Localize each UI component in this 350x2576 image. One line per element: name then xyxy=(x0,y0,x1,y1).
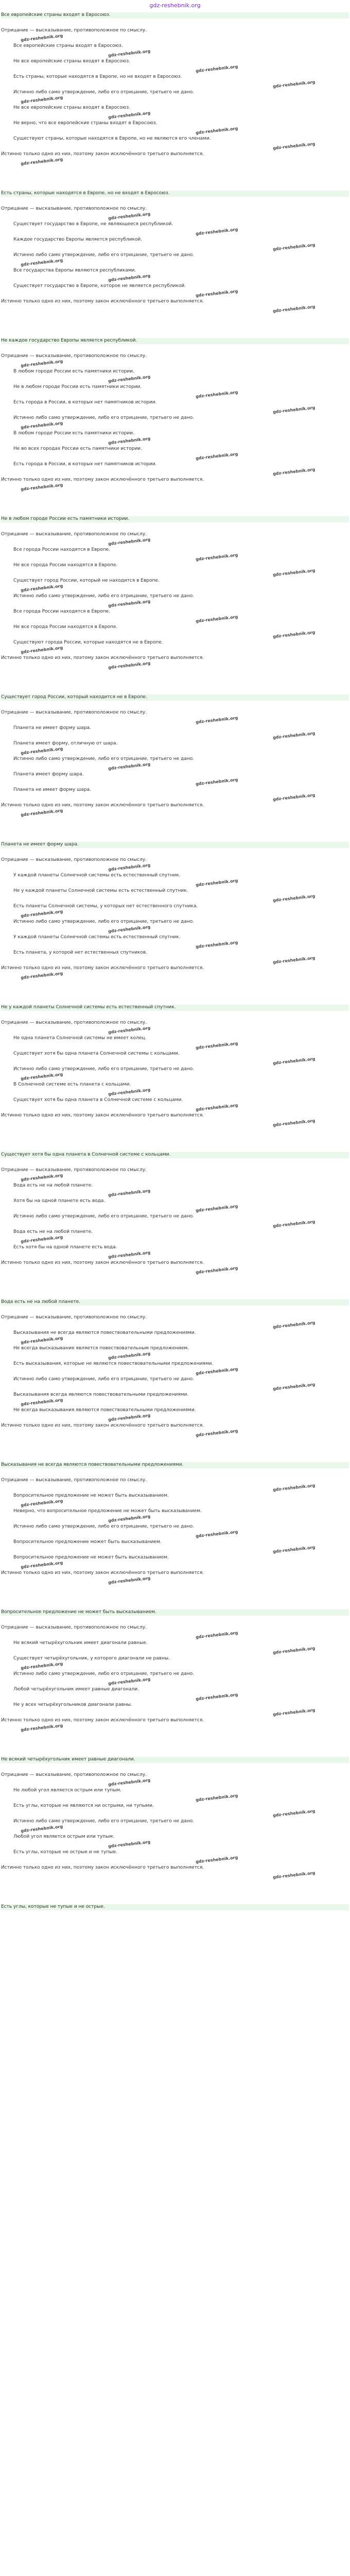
answer-line: У каждой планеты Солнечной системы есть естественный спутник. xyxy=(13,935,181,940)
watermark-text: gdz-reshebnik.org xyxy=(272,1707,316,1717)
watermark-text: gdz-reshebnik.org xyxy=(272,955,316,965)
watermark-text: gdz-reshebnik.org xyxy=(20,482,63,492)
watermark-text: gdz-reshebnik.org xyxy=(108,1777,151,1787)
watermark-text: gdz-reshebnik.org xyxy=(195,389,238,399)
answer-line: Не все города России находятся в Европе. xyxy=(13,624,118,630)
section-title: Высказывания не всегда являются повествовательными предложениями. xyxy=(1,1462,349,1468)
watermark-text: gdz-reshebnik.org xyxy=(195,1529,238,1539)
watermark-text: gdz-reshebnik.org xyxy=(108,211,151,221)
watermark-text: gdz-reshebnik.org xyxy=(272,242,316,252)
answer-line: Отрицание — высказывание, противоположное по смыслу. xyxy=(1,353,147,359)
answer-line: Истинно либо само утверждение, либо его отрицание, третьего не дано. xyxy=(13,90,195,95)
answer-line: Истинно только одно из них, поэтому закон исключённого третьего выполняется. xyxy=(1,477,204,482)
answer-line: Планета не имеет форму шара. xyxy=(13,725,91,731)
watermark-text: gdz-reshebnik.org xyxy=(272,630,316,639)
answer-line: Существует хотя бы одна планета в Солнечной системе с кольцами. xyxy=(13,1097,183,1103)
answer-line: Есть углы, которые не острые и не тупые. xyxy=(13,1850,117,1855)
watermark-text: gdz-reshebnik.org xyxy=(108,1250,151,1260)
answer-line: Не одна планета Солнечной системы не имеет колец. xyxy=(13,1036,147,1041)
watermark-text: gdz-reshebnik.org xyxy=(108,1514,151,1523)
watermark-text: gdz-reshebnik.org xyxy=(195,940,238,950)
section-title: Не в любом городе России есть памятники истории. xyxy=(1,516,349,522)
watermark-text: gdz-reshebnik.org xyxy=(195,1630,238,1640)
watermark-text: gdz-reshebnik.org xyxy=(108,862,151,872)
watermark-text: gdz-reshebnik.org xyxy=(195,1428,238,1438)
section-title: Не у каждой планеты Солнечной системы есть естественный спутник. xyxy=(1,1005,349,1011)
watermark-text: gdz-reshebnik.org xyxy=(195,614,238,624)
watermark-text: gdz-reshebnik.org xyxy=(195,552,238,562)
answer-line: Не у каждой планеты Солнечной системы есть естественный спутник. xyxy=(13,888,188,893)
watermark-text: gdz-reshebnik.org xyxy=(20,33,63,43)
answer-line: Истинно либо само утверждение, либо его отрицание, третьего не дано. xyxy=(13,594,195,599)
watermark-text: gdz-reshebnik.org xyxy=(20,1335,63,1345)
answer-line: Все города России находятся в Европе. xyxy=(13,609,110,614)
answer-line: Истинно только одно из них, поэтому закон исключённого третьего выполняется. xyxy=(1,1718,204,1723)
section-title: Существует город России, который находится не в Европе. xyxy=(1,694,349,701)
watermark-text: gdz-reshebnik.org xyxy=(108,110,151,120)
watermark-text: gdz-reshebnik.org xyxy=(272,1219,316,1229)
watermark-text: gdz-reshebnik.org xyxy=(195,1103,238,1112)
answer-line: Вода есть не на любой планете. xyxy=(13,1229,93,1234)
answer-line: Истинно либо само утверждение, либо его отрицание, третьего не дано. xyxy=(13,1671,195,1676)
watermark-text: gdz-reshebnik.org xyxy=(20,359,63,368)
watermark-text: gdz-reshebnik.org xyxy=(272,304,316,314)
answer-line: Не в любом городе России есть памятники истории. xyxy=(13,384,142,389)
watermark-text: gdz-reshebnik.org xyxy=(195,451,238,461)
answer-line: В любом городе России есть памятники истории. xyxy=(13,369,134,374)
answer-line: Вопросительное предложение не может быть высказыванием. xyxy=(13,1493,169,1498)
answer-line: Высказывания всегда являются повествовательными предложениями. xyxy=(13,1392,189,1397)
answer-line: Истинно только одно из них, поэтому закон исключённого третьего выполняется. xyxy=(1,151,204,157)
section-title: Планета не имеет форму шара. xyxy=(1,842,349,848)
watermark-text: gdz-reshebnik.org xyxy=(20,258,63,267)
watermark-text: gdz-reshebnik.org xyxy=(272,792,316,802)
answer-line: Любой четырёхугольник имеет равные диагонали. xyxy=(13,1687,139,1692)
answer-line: Отрицание — высказывание, противоположное по смыслу. xyxy=(1,28,147,33)
answer-line: Существует город России, который не находится в Европе. xyxy=(13,578,160,583)
watermark-text: gdz-reshebnik.org xyxy=(108,436,151,446)
answer-line: Истинно только одно из них, поэтому закон исключённого третьего выполняется. xyxy=(1,803,204,808)
answer-line: Отрицание — высказывание, противоположное по смыслу. xyxy=(1,1772,147,1777)
watermark-text: gdz-reshebnik.org xyxy=(108,273,151,283)
watermark-text: gdz-reshebnik.org xyxy=(108,599,151,608)
watermark-text: gdz-reshebnik.org xyxy=(20,1173,63,1182)
answer-line: В любом городе России есть памятники истории. xyxy=(13,431,134,436)
answer-line: Есть города в России, в которых нет памятников истории. xyxy=(13,400,157,405)
answer-line: Истинно либо само утверждение, либо его отрицание, третьего не дано. xyxy=(13,1066,195,1072)
answer-line: У каждой планеты Солнечной системы есть естественный спутник. xyxy=(13,873,181,878)
answer-line: Существуют страны, которые находятся в Европе, но не являются его членами. xyxy=(13,136,211,141)
answer-line: Истинно только одно из них, поэтому закон исключённого третьего выполняется. xyxy=(1,1570,204,1575)
watermark-text: gdz-reshebnik.org xyxy=(195,227,238,236)
section-title: Есть страны, которые находятся в Европе, но не входят в Евросоюз. xyxy=(1,191,349,197)
watermark-text: gdz-reshebnik.org xyxy=(20,1560,63,1570)
answer-line: Отрицание — высказывание, противоположное по смыслу. xyxy=(1,1315,147,1320)
answer-line: Отрицание — высказывание, противоположное по смыслу. xyxy=(1,206,147,211)
section-title: Не всякий четырёхугольник имеет равные диагонали. xyxy=(1,1757,349,1763)
answer-line: Существует четырёхугольник, у которого диагонали не равны. xyxy=(13,1656,170,1661)
watermark-text: gdz-reshebnik.org xyxy=(108,924,151,934)
watermark-text: gdz-reshebnik.org xyxy=(20,1072,63,1081)
watermark-text: gdz-reshebnik.org xyxy=(272,731,316,740)
answer-line: Есть углы, которые не являются ни острыми, ни тупыми. xyxy=(13,1803,154,1808)
answer-line: Истинно либо само утверждение, либо его отрицание, третьего не дано. xyxy=(13,1377,195,1382)
answer-line: Не всегда высказывания являются повествовательными предложениями. xyxy=(13,1408,196,1413)
answer-line: Вода есть не на любой планете. xyxy=(13,1183,93,1188)
answer-line: Неверно, что вопросительное предложение не может быть высказыванием. xyxy=(13,1509,202,1514)
watermark-text: gdz-reshebnik.org xyxy=(108,1575,151,1585)
answer-line: Высказывания не всегда являются повествовательными предложениями. xyxy=(13,1330,196,1335)
answer-line: Все европейские страны входят в Евросоюз. xyxy=(13,43,123,48)
answer-line: Отрицание — высказывание, противоположное по смыслу. xyxy=(1,857,147,862)
watermark-text: gdz-reshebnik.org xyxy=(272,1646,316,1655)
answer-line: Истинно только одно из них, поэтому закон исключённого третьего выполняется. xyxy=(1,1423,204,1428)
section-title: Существует хотя бы одна планета в Солнечной системе с кольцами. xyxy=(1,1152,349,1158)
watermark-text: gdz-reshebnik.org xyxy=(272,467,316,477)
answer-line: Существуют города России, которые находятся не в Европе. xyxy=(13,640,163,645)
answer-line: Не во всех городах России есть памятники истории. xyxy=(13,446,143,451)
answer-line: Истинно только одно из них, поэтому закон исключённого третьего выполняется. xyxy=(1,655,204,660)
watermark-text: gdz-reshebnik.org xyxy=(272,1320,316,1330)
watermark-text: gdz-reshebnik.org xyxy=(195,1366,238,1376)
answer-line: Любой угол является острым или тупым. xyxy=(13,1834,114,1839)
watermark-text: gdz-reshebnik.org xyxy=(20,971,63,980)
watermark-text: gdz-reshebnik.org xyxy=(272,893,316,903)
watermark-text: gdz-reshebnik.org xyxy=(20,909,63,919)
watermark-text: gdz-reshebnik.org xyxy=(272,1118,316,1128)
watermark-text: gdz-reshebnik.org xyxy=(108,1188,151,1198)
answer-line: Вопросительное предложение не может быть высказыванием. xyxy=(13,1555,169,1560)
answer-line: В Солнечной системе есть планета с кольцами. xyxy=(13,1082,131,1087)
section-title: Вопросительное предложение не может быть высказыванием. xyxy=(1,1609,349,1616)
watermark-text: gdz-reshebnik.org xyxy=(272,1483,316,1493)
answer-line: Истинно либо само утверждение, либо его отрицание, третьего не дано. xyxy=(13,756,195,761)
answer-line: Есть планеты Солнечной системы, у которых нет естественного спутника. xyxy=(13,904,198,909)
answer-line: Существует государство в Европе, которое не является республикой. xyxy=(13,283,186,289)
watermark-text: gdz-reshebnik.org xyxy=(195,1855,238,1865)
answer-line: Не любой угол является острым или тупым. xyxy=(13,1788,122,1793)
section-title: Не каждое государство Европы является республикой. xyxy=(1,338,349,344)
site-link[interactable]: gdz-reshebnik.org xyxy=(149,2,201,9)
watermark-text: gdz-reshebnik.org xyxy=(20,1661,63,1671)
watermark-text: gdz-reshebnik.org xyxy=(108,1087,151,1097)
answer-line: Не верно, что все европейские страны входят в Евросоюз. xyxy=(13,121,157,126)
section-title: Вода есть не на любой планете. xyxy=(1,1299,349,1306)
answer-line: Истинно только одно из них, поэтому закон исключённого третьего выполняется. xyxy=(1,1260,204,1265)
watermark-text: gdz-reshebnik.org xyxy=(20,95,63,105)
answer-line: Хотя бы на одной планете есть вода. xyxy=(13,1198,106,1204)
answer-line: Истинно только одно из них, поэтому закон исключённого третьего выполняется. xyxy=(1,1865,204,1870)
answer-line: Не все города России находятся в Европе. xyxy=(13,563,118,568)
watermark-text: gdz-reshebnik.org xyxy=(195,289,238,298)
watermark-text: gdz-reshebnik.org xyxy=(108,660,151,670)
answer-line: Не все европейские страны входят в Евросоюз. xyxy=(13,59,130,64)
answer-line: Истинно только одно из них, поэтому закон исключённого третьего выполняется. xyxy=(1,1113,204,1118)
watermark-text: gdz-reshebnik.org xyxy=(195,878,238,888)
section-title: Все европейские страны входят в Евросоюз. xyxy=(1,12,349,19)
answer-line: Истинно либо само утверждение, либо его отрицание, третьего не дано. xyxy=(13,1524,195,1529)
answer-line: Истинно либо само утверждение, либо его отрицание, третьего не дано. xyxy=(13,1214,195,1219)
watermark-text: gdz-reshebnik.org xyxy=(108,374,151,384)
answer-line: Есть страны, которые находятся в Европе, но не входят в Евросоюз. xyxy=(13,74,182,79)
answer-line: Истинно либо само утверждение, либо его отрицание, третьего не дано. xyxy=(13,919,195,924)
answer-line: Существует хотя бы одна планета Солнечной системы с кольцами. xyxy=(13,1051,180,1056)
answer-line: Не все европейские страны входят в Евросоюз. xyxy=(13,105,130,110)
answer-line: Существует государство в Европе, не являющееся республикой. xyxy=(13,222,173,227)
answer-line: Отрицание — высказывание, противоположное по смыслу. xyxy=(1,1020,147,1025)
answer-line: Есть хотя бы на одной планете есть вода. xyxy=(13,1245,117,1250)
watermark-text: gdz-reshebnik.org xyxy=(20,1824,63,1834)
watermark-text: gdz-reshebnik.org xyxy=(195,1265,238,1275)
answer-line: Есть планета, у которой нет естественных спутников. xyxy=(13,950,148,955)
answer-line: Отрицание — высказывание, противоположное по смыслу. xyxy=(1,532,147,537)
answer-line: Планета имеет форму шара. xyxy=(13,772,84,777)
watermark-text: gdz-reshebnik.org xyxy=(108,761,151,771)
watermark-text: gdz-reshebnik.org xyxy=(195,1204,238,1213)
watermark-text: gdz-reshebnik.org xyxy=(272,568,316,578)
answer-line: Истинно либо само утверждение, либо его отрицание, третьего не дано. xyxy=(13,415,195,420)
watermark-text: gdz-reshebnik.org xyxy=(20,1234,63,1244)
watermark-text: gdz-reshebnik.org xyxy=(272,79,316,89)
answer-line: Отрицание — высказывание, противоположное по смыслу. xyxy=(1,1625,147,1630)
watermark-text: gdz-reshebnik.org xyxy=(108,537,151,547)
watermark-text: gdz-reshebnik.org xyxy=(20,420,63,430)
answer-line: Отрицание — высказывание, противоположное по смыслу. xyxy=(1,1167,147,1173)
watermark-text: gdz-reshebnik.org xyxy=(272,1808,316,1818)
watermark-text: gdz-reshebnik.org xyxy=(272,1870,316,1880)
watermark-text: gdz-reshebnik.org xyxy=(20,583,63,593)
watermark-text: gdz-reshebnik.org xyxy=(272,405,316,415)
answer-line: Все государства Европы являются республиками. xyxy=(13,268,136,273)
answer-line: Не всякий четырёхугольник имеет диагонали равные. xyxy=(13,1640,148,1646)
watermark-text: gdz-reshebnik.org xyxy=(195,777,238,787)
watermark-text: gdz-reshebnik.org xyxy=(108,1351,151,1361)
answer-line: Планета не имеет форму шара. xyxy=(13,787,91,792)
watermark-text: gdz-reshebnik.org xyxy=(195,1692,238,1702)
watermark-text: gdz-reshebnik.org xyxy=(20,746,63,756)
watermark-text: gdz-reshebnik.org xyxy=(20,157,63,166)
watermark-text: gdz-reshebnik.org xyxy=(108,1025,151,1035)
watermark-text: gdz-reshebnik.org xyxy=(195,64,238,74)
answer-line: Отрицание — высказывание, противоположное по смыслу. xyxy=(1,710,147,715)
answer-line: Истинно либо само утверждение, либо его отрицание, третьего не дано. xyxy=(13,1819,195,1824)
watermark-text: gdz-reshebnik.org xyxy=(108,1413,151,1422)
watermark-text: gdz-reshebnik.org xyxy=(272,1382,316,1392)
answer-line: Истинно только одно из них, поэтому закон исключённого третьего выполняется. xyxy=(1,299,204,304)
watermark-text: gdz-reshebnik.org xyxy=(20,1397,63,1407)
watermark-text: gdz-reshebnik.org xyxy=(108,1676,151,1686)
answer-line: Есть высказывания, которые не являются повествовательными предложениями. xyxy=(13,1361,214,1366)
answer-line: Отрицание — высказывание, противоположное по смыслу. xyxy=(1,1478,147,1483)
watermark-text: gdz-reshebnik.org xyxy=(272,1545,316,1554)
answer-line: Истинно только одно из них, поэтому закон исключённого третьего выполняется. xyxy=(1,965,204,971)
answer-line: Каждое государство Европы является республикой. xyxy=(13,237,143,242)
watermark-text: gdz-reshebnik.org xyxy=(20,1723,63,1733)
answer-line: Не у всех четырёхугольников диагонали равны. xyxy=(13,1702,132,1707)
watermark-text: gdz-reshebnik.org xyxy=(195,715,238,725)
watermark-text: gdz-reshebnik.org xyxy=(20,1498,63,1508)
answer-line: Истинно либо само утверждение, либо его отрицание, третьего не дано. xyxy=(13,252,195,258)
answer-line: Все города России находятся в Европе. xyxy=(13,547,110,552)
watermark-text: gdz-reshebnik.org xyxy=(272,1056,316,1066)
answer-line: Планета имеет форму, отличную от шара. xyxy=(13,741,118,746)
watermark-text: gdz-reshebnik.org xyxy=(108,1839,151,1849)
answer-line: Есть города в России, в которых нет памятников истории. xyxy=(13,462,157,467)
watermark-text: gdz-reshebnik.org xyxy=(108,48,151,58)
watermark-text: gdz-reshebnik.org xyxy=(195,1793,238,1803)
answer-line: Вопросительное предложение может быть высказыванием. xyxy=(13,1539,162,1545)
watermark-text: gdz-reshebnik.org xyxy=(195,1041,238,1050)
watermark-text: gdz-reshebnik.org xyxy=(20,645,63,655)
section-title: Есть углы, которые не тупые и не острые. xyxy=(1,1904,349,1910)
watermark-text: gdz-reshebnik.org xyxy=(20,808,63,818)
answer-line: Не всегда высказывание является повествовательным предложением. xyxy=(13,1346,189,1351)
watermark-text: gdz-reshebnik.org xyxy=(195,126,238,135)
watermark-text: gdz-reshebnik.org xyxy=(272,141,316,151)
